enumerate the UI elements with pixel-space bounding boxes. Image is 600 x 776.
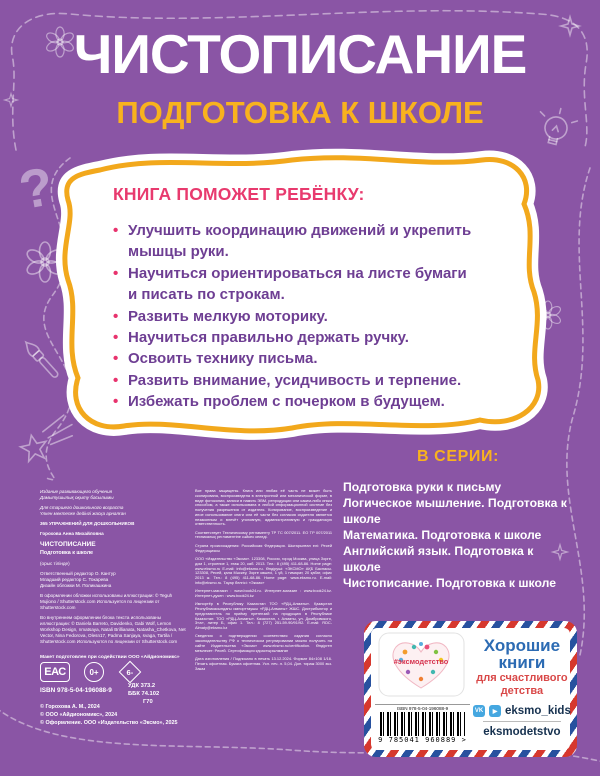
eac-mark-icon: ЕАС xyxy=(40,662,70,682)
series-item: Английский язык. Подготовка к школе xyxy=(343,544,534,574)
age-note-kz: Үлкен мектепке дейінгі жасқа арналған xyxy=(40,510,126,516)
series-list xyxy=(343,479,573,591)
editor-line: Ответственный редактор О. Кантур xyxy=(40,571,116,577)
book-title: ЧИСТОПИСАНИЕ xyxy=(73,23,527,85)
benefits-list xyxy=(113,220,475,413)
series-item: Чистописание. Подготовка к школе xyxy=(343,576,556,590)
barcode-isbn-text: ISBN 978-5-04-196088-9 xyxy=(375,704,470,711)
benefit-item: • Развить внимание, усидчивость и терпение. xyxy=(113,370,475,391)
interior-credits: Во внутреннем оформлении блока текста использованы иллюстрации: © Daniela Barreto, Davidenko, Gabi Wolf, Lemon Workshop Design, nmatsaya, Natali Brillianata, Natasha_Chetkova, Net Vector, Nina Fedorova, Olesn17, Padma Sanjaya, svaga, Tartila / Shutterstock.com Используются по лицензии от Shutterstock.com xyxy=(40,615,186,645)
divider xyxy=(483,721,561,722)
series-note: 365 УПРАЖНЕНИЙ ДЛЯ ДОШКОЛЬНИКОВ xyxy=(40,520,135,526)
isbn-text: ISBN 978-5-04-196088-9 xyxy=(40,687,112,694)
benefit-item: • Научиться ориентироваться на листе бумаги и писать по строкам. xyxy=(113,263,475,306)
imprint-left-column xyxy=(40,489,188,649)
imprint-center-column xyxy=(195,489,332,681)
benefit-item: • Избежать проблем с почерком в будущем. xyxy=(113,391,475,412)
importer-paragraph: Импортёр в Республику Казахстан ТОО «РДЦ-Алматы». Қазақстан Республикасындағы импорттаушы «РДЦ-Алматы» ЖШС. Дистрибьютор и представитель по приёму претензий на продукцию в Республике Казахстан: ТОО «РДЦ-Алматы». Казахстан, г. Алматы, ул. Домбровского, 3«а», литер Б, офис 1. Тел.: 8 (727) 251-59-90/91/92. E-mail: RDC-Almaty@eksmo.kz xyxy=(195,601,332,631)
age-rating-0plus-icon: 0+ xyxy=(84,662,104,682)
imprint-book-subtitle: Подготовка к школе xyxy=(40,550,94,557)
promo-line: для счастливого xyxy=(476,671,568,684)
promo-line: Хорошие xyxy=(483,636,561,655)
shops-paragraph: Интернет-магазин : www.book24.ru. Интернет-магазин : www.book24.kz. Интернет-дүкен : www.book24.kz xyxy=(195,588,332,598)
promo-line: детства xyxy=(500,684,544,697)
author-name: Горохова Анна Михайловна xyxy=(40,530,104,536)
compliance-paragraph: Соответствует Техническому регламенту ТР ТС 007/2011. ЕО ТР 007/2011 техникалық регламентіне сәйкес келеді. xyxy=(195,529,332,540)
promo-line: книги xyxy=(498,653,546,673)
edition-type-kz: Дамытушылық оқыту басылымы xyxy=(40,494,114,500)
barcode-digits: 9 785041 960889 > xyxy=(378,736,467,744)
benefit-item: • Улучшить координацию движений и укрепить мышцы руки. xyxy=(113,220,475,263)
eksmodetstvo-heart-logo xyxy=(375,632,470,703)
promo-box-inner xyxy=(371,628,570,750)
barcode xyxy=(375,704,470,744)
print-info-paragraph: Дата изготовления / Подписано в печать 13.12.2024. Формат 84×108 1/16. Печать офсетная. Бумага офсетная. Усл. печ. л. 5,04. Доп. тираж 3000 экз. Заказ xyxy=(195,656,332,671)
question-mark-doodle: ? xyxy=(14,156,58,222)
author-sign-code: Г70 xyxy=(143,698,153,705)
barcode-bars xyxy=(380,712,465,736)
book-subtitle: ПОДГОТОВКА К ШКОЛЕ xyxy=(116,95,484,130)
udk-code: УДК 373.2 xyxy=(128,683,156,689)
promo-box xyxy=(364,621,577,757)
age-note-ru: Для старшего дошкольного возраста xyxy=(40,504,124,510)
imprint-book-title: ЧИСТОПИСАНИЕ xyxy=(40,540,96,548)
editor-line: Младший редактор С. Токарева xyxy=(40,577,109,583)
social-handle-eksmo-kids: eksmo_kids xyxy=(505,705,571,718)
layout-note: Макет подготовлен при содействии ООО «Айдиономикс» xyxy=(40,655,180,660)
hashtag-text: #эксмодетство xyxy=(393,657,449,666)
benefits-heading: КНИГА ПОМОЖЕТ РЕБЁНКУ: xyxy=(113,184,365,204)
origin-paragraph: Страна происхождения: Российская Федерация. Шығарылған елі: Ресей Федерациясы xyxy=(195,542,332,553)
publisher-paragraph: ООО «Издательство «Эксмо». 123308, Россия, город Москва, улица Зорге, дом 1, строение 1, этаж 20, каб. 2013. Тел.: 8 (495) 411-68-86. Home page: www.eksmo.ru E-mail: info@eksmo.ru. Өндіруші: «ЭКСМО» АҚБ Баспасы. 123308, Ресей, қала Мәскеу, Зорге көшесі, 1 үй, 1 ғимарат, 20 қабат, офис 2013 ж. Тел.: 8 (495) 411-68-86. Home page: www.eksmo.ru. E-mail: info@eksmo.ru. Тауар белгісі: «Эксмо» xyxy=(195,555,332,585)
copyright-line: © Горохова А. М., 2024 xyxy=(40,704,100,710)
edition-type-ru: Издание развивающего обучения xyxy=(40,489,113,494)
series-item: Логическое мышление. Подготовка к школе xyxy=(343,496,567,526)
series-heading: В СЕРИИ: xyxy=(416,448,500,465)
copyright-line: © Оформление. ООО «Издательство «Эксмо», 2025 xyxy=(40,720,178,727)
series-item: Подготовка руки к письму xyxy=(343,480,502,494)
language-note: (орыс тілінде) xyxy=(40,561,70,567)
age-rating-6-icon: 6- xyxy=(119,661,142,684)
certification-paragraph: Сведения о подтверждении соответствия издания согласно законодательству РФ о техническом регулировании можно получить на сайте Издательства «Эксмо» www.eksmo.ru/certification. Өндірген мемлекет: Ресей. Сертификация қарастырылмаған xyxy=(195,633,332,653)
bbk-code: ББК 74.102 xyxy=(128,690,160,697)
vk-icon: VK xyxy=(473,705,485,717)
copyright-line: © ООО «Айдиономикс», 2024 xyxy=(40,712,118,719)
copyright-block xyxy=(40,703,177,727)
benefits-panel xyxy=(113,184,485,413)
social-handle-eksmodetstvo: eksmodetstvo xyxy=(483,726,561,739)
benefit-item: • Развить мелкую моторику. xyxy=(113,306,475,327)
benefit-item: • Освоить технику письма. xyxy=(113,348,475,369)
telegram-icon: ▶ xyxy=(489,705,501,717)
series-item: Математика. Подготовка к школе xyxy=(343,528,542,542)
rights-paragraph: Все права защищены. Книга или любая её часть не может быть скопирована, воспроизведена в электронной или механической форме, в виде фотокопии, записи в память ЭВМ, репродукции или каким-либо иным способом, а также использована в любой информационной системе без получения разрешения от издателя. Копирование, воспроизведение и иное использование книги или её части без согласия издателя является незаконным и влечёт уголовную, административную и гражданскую ответственность. xyxy=(195,489,332,527)
series-panel xyxy=(343,448,573,591)
promo-text-block xyxy=(473,632,571,747)
cover-credits: В оформлении обложки использованы иллюстрации: © Teguh Mujiono / Shutterstock.com Используется по лицензии от Shutterstock.com xyxy=(40,593,173,611)
editor-line: Дизайн обложки М. Поликашкина xyxy=(40,583,112,589)
benefit-item: • Научиться правильно держать ручку. xyxy=(113,327,475,348)
certification-marks xyxy=(40,662,138,682)
